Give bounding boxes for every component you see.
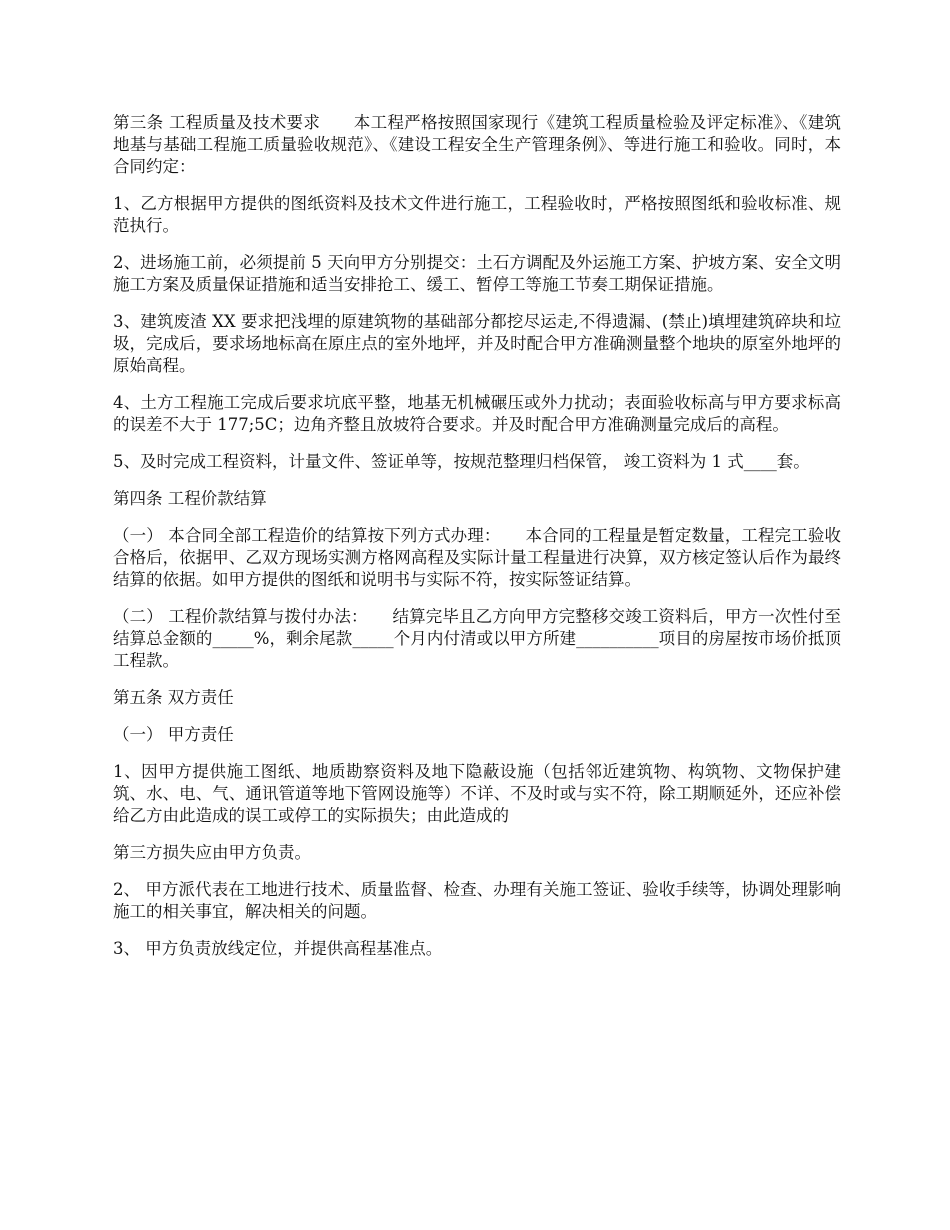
article-4-section-1: （一） 本合同全部工程造价的结算按下列方式办理： 本合同的工程量是暂定数量，工程完工验收合格后，依据甲、乙双方现场实测方格网高程及实际计量工程量进行决算，双方核定签认后作为最终结算的依据。如甲方提供的图纸和说明书与实际不符，按实际签证结算。 xyxy=(113,526,841,589)
article-5-item-1: 1、因甲方提供施工图纸、地质勘察资料及地下隐蔽设施（包括邻近建筑物、构筑物、文物保护建筑、水、电、气、通讯管道等地下管网设施等）不详、不及时或与实不符，除工期顺延外，还应补偿给乙方由此造成的误工或停工的实际损失；由此造成的 xyxy=(113,762,841,825)
article-3-item-3: 3、建筑废渣 XX 要求把浅埋的原建筑物的基础部分都挖尽运走,不得遗漏、(禁止)填埋建筑碎块和垃圾，完成后，要求场地标高在原庄点的室外地坪，并及时配合甲方准确测量整个地块的原室外地坪的原始高程。 xyxy=(113,312,841,375)
document-page xyxy=(113,112,841,960)
article-5-item-3: 3、 甲方负责放线定位，并提供高程基准点。 xyxy=(113,939,443,958)
article-4-heading: 第四条 工程价款结算 xyxy=(113,489,267,508)
article-5-item-2: 2、 甲方派代表在工地进行技术、质量监督、检查、办理有关施工签证、验收手续等，协调处理影响施工的相关事宜，解决相关的问题。 xyxy=(113,880,841,921)
article-4-section-2: （二） 工程价款结算与拨付办法： 结算完毕且乙方向甲方完整移交竣工资料后，甲方一次性付至结算总金额的_____%，剩余尾款_____个月内付清或以甲方所建__________项目的房屋按市场价抵顶工程款。 xyxy=(113,607,841,670)
article-3-quality-requirements: 第三条 工程质量及技术要求 本工程严格按照国家现行《建筑工程质量检验及评定标准》、《建筑地基与基础工程施工质量验收规范》、《建设工程安全生产管理条例》、等进行施工和验收。同时，本合同约定： xyxy=(113,113,841,176)
article-3-item-2: 2、进场施工前，必须提前 5 天向甲方分别提交：土石方调配及外运施工方案、护坡方案、安全文明施工方案及质量保证措施和适当安排抢工、缓工、暂停工等施工节奏工期保证措施。 xyxy=(113,253,841,294)
article-3-item-1: 1、乙方根据甲方提供的图纸资料及技术文件进行施工，工程验收时，严格按照图纸和验收标准、规范执行。 xyxy=(113,194,841,235)
article-5-heading: 第五条 双方责任 xyxy=(113,688,234,707)
article-5-party-a-heading: （一） 甲方责任 xyxy=(113,725,234,744)
article-3-item-5: 5、及时完成工程资料，计量文件、签证单等，按规范整理归档保管， 竣工资料为 1 式____套。 xyxy=(113,452,810,471)
article-5-item-1-continued: 第三方损失应由甲方负责。 xyxy=(113,843,311,862)
article-3-item-4: 4、土方工程施工完成后要求坑底平整，地基无机械碾压或外力扰动；表面验收标高与甲方要求标高的误差不大于 177;5C；边角齐整且放坡符合要求。并及时配合甲方准确测量完成后的高程。 xyxy=(113,393,841,434)
